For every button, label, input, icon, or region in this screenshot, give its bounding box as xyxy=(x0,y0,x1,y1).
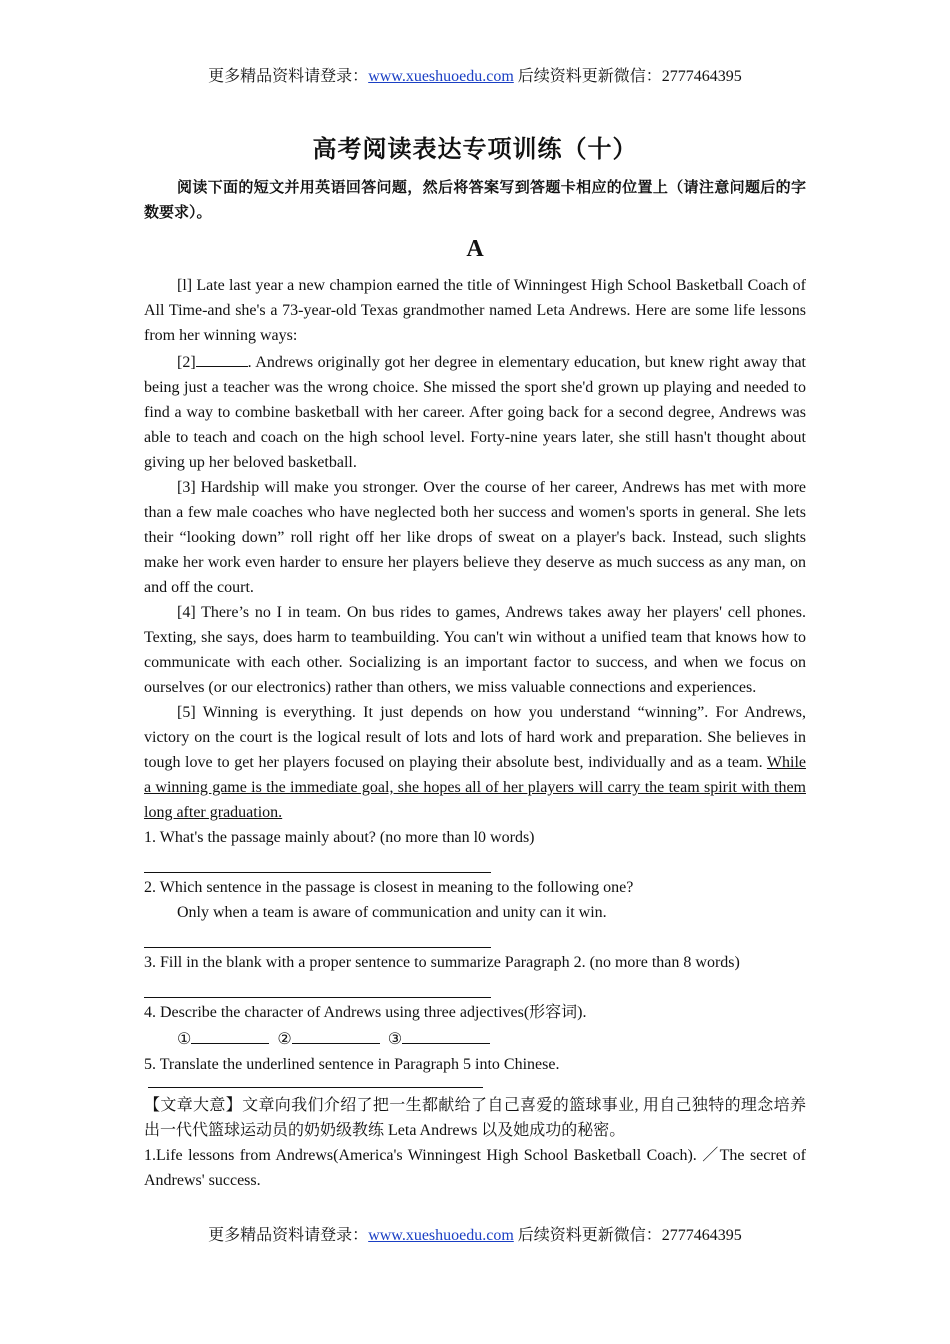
answer-line-1[interactable] xyxy=(144,850,806,875)
paragraph-2-text: . Andrews originally got her degree in elementary education, but knew right away that being just a teacher was the wrong choice. She missed the sport she'd grown up playing and needed to find a way to combine basketball with her career. After going back for a second degree, Andrews was able to teach and coach on the high school level. Forty-nine years later, she still hasn't thought about giving up her beloved basketball. xyxy=(144,354,806,471)
header-prefix: 更多精品资料请登录： xyxy=(208,68,369,85)
adjective-blank-2[interactable] xyxy=(292,1025,380,1044)
footer-prefix: 更多精品资料请登录： xyxy=(208,1227,369,1244)
blank-marker-3: ③ xyxy=(387,1031,403,1048)
summary: 【文章大意】文章向我们介绍了把一生都献给了自己喜爱的篮球事业, 用自己独特的理念培养出一代代篮球运动员的奶奶级教练 Leta Andrews 以及她成功的秘密。 xyxy=(144,1097,806,1139)
blank-marker-2: ② xyxy=(277,1031,292,1048)
question-5: 5. Translate the underlined sentence in Paragraph 5 into Chinese. xyxy=(144,1056,560,1073)
header-suffix: 后续资料更新微信：2777464395 xyxy=(513,68,742,85)
question-3: 3. Fill in the blank with a proper sentence to summarize Paragraph 2. (no more than 8 words) xyxy=(144,954,740,971)
answer-line-2[interactable] xyxy=(144,925,806,950)
passage-body xyxy=(144,273,806,1193)
answer-line-5[interactable] xyxy=(144,1077,806,1093)
adjective-blank-3[interactable] xyxy=(402,1025,490,1044)
page-footer xyxy=(0,1225,950,1247)
blank-marker-1: ① xyxy=(177,1031,192,1048)
paragraph-1: [l] Late last year a new champion earned the title of Winningest High School Basketball Coach of All Time-and she's a 73-year-old Texas grandmother named Leta Andrews. Here are some life lessons from her winning ways: xyxy=(144,277,806,344)
answer-1: 1.Life lessons from Andrews(America's Winningest High School Basketball Coach). ／The secret of Andrews' success. xyxy=(144,1147,806,1189)
paragraph-2-blank[interactable] xyxy=(196,348,248,367)
paragraph-5-underlined-sentence: While a winning game is the immediate goal, she hopes all of her players will carry the team spirit with them long after graduation. xyxy=(144,754,806,821)
paragraph-2 xyxy=(144,348,806,475)
answer-line-3[interactable] xyxy=(144,975,806,1000)
paragraph-5-text: [5] Winning is everything. It just depends on how you understand “winning”. For Andrews, victory on the court is the logical result of lots and lots of hard work and preparation. She believes in tough love to get her players focused on playing their absolute best, individually and as a team. xyxy=(144,704,806,771)
page-header xyxy=(0,66,950,88)
question-1: 1. What's the passage mainly about? (no more than l0 words) xyxy=(144,829,535,846)
question-4: 4. Describe the character of Andrews using three adjectives(形容词). xyxy=(144,1004,587,1021)
paragraph-2-label: [2] xyxy=(177,354,196,371)
footer-suffix: 后续资料更新微信：2777464395 xyxy=(513,1227,742,1244)
paragraph-4: [4] There’s no I in team. On bus rides to games, Andrews takes away her players' cell phones. Texting, she says, does harm to teambuilding. You can't win without a unified team that knows how to communicate with each other. Socializing is an important factor to success, and when we focus on ourselves (or our electronics) rather than others, we miss valuable connections and experiences. xyxy=(144,604,806,696)
instructions: 阅读下面的短文并用英语回答问题，然后将答案写到答题卡相应的位置上（请注意问题后的字数要求）。 xyxy=(144,178,806,221)
adjective-blank-1[interactable] xyxy=(191,1025,269,1044)
question-2: 2. Which sentence in the passage is closest in meaning to the following one? xyxy=(144,879,634,896)
paragraph-3: [3] Hardship will make you stronger. Over the course of her career, Andrews has met with more than a few male coaches who have neglected both her success and women's sports in general. She lets their “looking down” roll right off her like drops of sweat on a player's back. Instead, such slights make her work even harder to ensure her players believe they deserve as much success as any man, on and off the court. xyxy=(144,479,806,596)
section-label: A xyxy=(466,236,484,262)
header-website-link[interactable]: www.xueshuoedu.com xyxy=(368,68,514,85)
question-2-sentence: Only when a team is aware of communication and unity can it win. xyxy=(177,904,607,921)
footer-website-link[interactable]: www.xueshuoedu.com xyxy=(368,1227,514,1244)
paragraph-5 xyxy=(144,700,806,825)
question-4-blanks xyxy=(144,1025,806,1052)
page-title: 高考阅读表达专项训练（十） xyxy=(312,134,638,163)
